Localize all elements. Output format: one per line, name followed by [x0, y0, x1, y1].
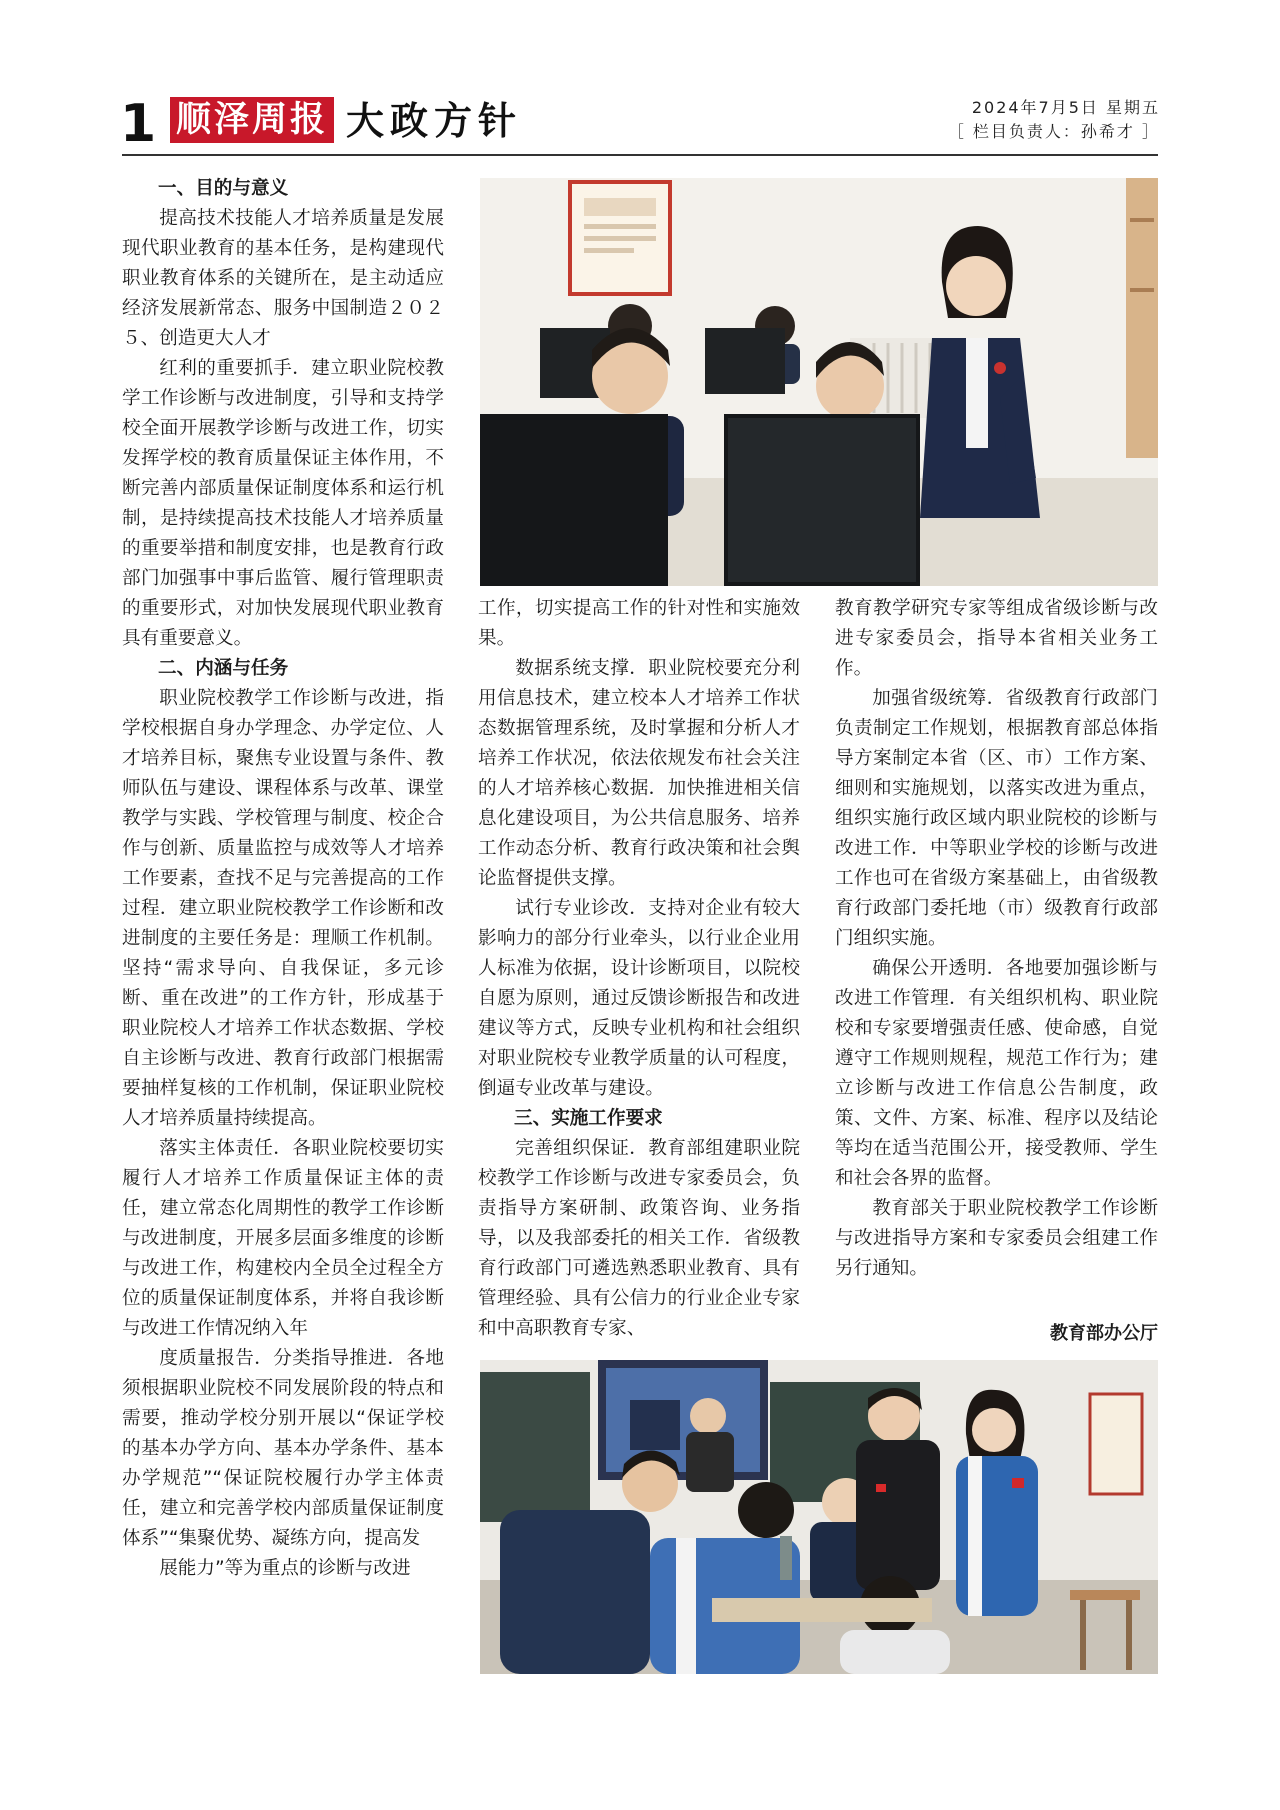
- heading-requirements: 三、实施工作要求: [514, 1108, 663, 1129]
- paragraph: 教育教学研究专家等组成省级诊断与改进专家委员会，指导本省相关业务工作。: [835, 598, 1158, 679]
- paragraph: 落实主体责任．各职业院校要切实履行人才培养工作质量保证主体的责任，建立常态化周期性的教学工作诊断与改进制度，开展多层面多维度的诊断与改进工作，构建校内全员全过程全方位的质量保证制度体系，并将自我诊断与改进工作情况纳入年: [122, 1138, 444, 1339]
- article-column-3: [835, 594, 1158, 1284]
- paragraph: 完善组织保证．教育部组建职业院校教学工作诊断与改进专家委员会，负责指导方案研制、政策咨询、业务指导，以及我部委托的相关工作．省级教育行政部门可遴选熟悉职业教育、具有管理经验、具有公信力的行业企业专家和中高职教育专家、: [478, 1138, 800, 1339]
- issue-meta: [948, 96, 1160, 144]
- paragraph: 数据系统支撑．职业院校要充分利用信息技术，建立校本人才培养工作状态数据管理系统，及时掌握和分析人才培养工作状况，依法依规发布社会关注的人才培养核心数据．加快推进相关信息化建设项目，为公共信息服务、培养工作动态分析、教育行政决策和社会舆论监督提供支撑。: [478, 658, 800, 889]
- heading-connotation: 二、内涵与任务: [158, 658, 289, 679]
- paragraph: 度质量报告．分类指导推进．各地须根据职业院校不同发展阶段的特点和需要，推动学校分别开展以“保证学校的基本办学方向、基本办学条件、基本办学规范”“保证院校履行办学主体责任，建立和完善学校内部质量保证制度体系”“集聚优势、凝练方向，提高发: [122, 1348, 444, 1549]
- paragraph: 教育部关于职业院校教学工作诊断与改进指导方案和专家委员会组建工作另行通知。: [835, 1198, 1158, 1279]
- header-rule: [122, 154, 1158, 156]
- article-column-1: [122, 174, 444, 1584]
- paragraph: 确保公开透明．各地要加强诊断与改进工作管理．有关组织机构、职业院校和专家要增强责任感、使命感，自觉遵守工作规则规程，规范工作行为；建立诊断与改进工作信息公告制度，政策、文件、方案、标准、程序以及结论等均在适当范围公开，接受教师、学生和社会各界的监督。: [835, 958, 1158, 1189]
- article-column-2: [478, 594, 800, 1344]
- photo-computer-lab-illustration: [480, 178, 1158, 586]
- paragraph: 职业院校教学工作诊断与改进，指学校根据自身办学理念、办学定位、人才培养目标，聚焦专业设置与条件、教师队伍与建设、课程体系与改革、课堂教学与实践、学校管理与制度、校企合作与创新、质量监控与成效等人才培养工作要素，查找不足与完善提高的工作过程．建立职业院校教学工作诊断和改进制度的主要任务是：理顺工作机制。坚持“需求导向、自我保证，多元诊断、重在改进”的工作方针，形成基于职业院校人才培养工作状态数据、学校自主诊断与改进、教育行政部门根据需要抽样复核的工作机制，保证职业院校人才培养质量持续提高。: [122, 688, 444, 1129]
- newspaper-logo: 顺泽周报: [170, 97, 334, 143]
- page-number: 1: [120, 94, 157, 154]
- paragraph: 提高技术技能人才培养质量是发展现代职业教育的基本任务，是构建现代职业教育体系的关键所在，是主动适应经济发展新常态、服务中国制造２０２５、创造更大人才: [122, 208, 444, 349]
- photo-classroom-activity: [480, 1360, 1158, 1674]
- paragraph: 工作，切实提高工作的针对性和实施效果。: [478, 598, 800, 649]
- section-title: 大政方针: [346, 99, 523, 143]
- column-editor: ［ 栏目负责人：孙希才 ］: [947, 122, 1160, 141]
- photo-classroom-illustration: [480, 1360, 1158, 1674]
- heading-purpose: 一、目的与意义: [158, 178, 289, 199]
- paragraph: 试行专业诊改．支持对企业有较大影响力的部分行业牵头，以行业企业用人标准为依据，设计诊断项目，以院校自愿为原则，通过反馈诊断报告和改进建议等方式，反映专业机构和社会组织对职业院校专业教学质量的认可程度，倒逼专业改革与建设。: [478, 898, 800, 1099]
- paragraph: 展能力”等为重点的诊断与改进: [159, 1558, 411, 1579]
- article-byline: 教育部办公厅: [1050, 1323, 1158, 1344]
- paragraph: 红利的重要抓手．建立职业院校教学工作诊断与改进制度，引导和支持学校全面开展教学诊断与改进工作，切实发挥学校的教育质量保证主体作用，不断完善内部质量保证制度体系和运行机制，是持续提高技术技能人才培养质量的重要举措和制度安排，也是教育行政部门加强事中事后监管、履行管理职责的重要形式，对加快发展现代职业教育具有重要意义。: [122, 358, 444, 649]
- issue-date: 2024年7月5日 星期五: [971, 98, 1160, 117]
- photo-computer-lab: [480, 178, 1158, 586]
- paragraph: 加强省级统筹．省级教育行政部门负责制定工作规划，根据教育部总体指导方案制定本省（区、市）工作方案、细则和实施规划，以落实改进为重点，组织实施行政区域内职业院校的诊断与改进工作．中等职业学校的诊断与改进工作也可在省级方案基础上，由省级教育行政部门委托地（市）级教育行政部门组织实施。: [835, 688, 1158, 949]
